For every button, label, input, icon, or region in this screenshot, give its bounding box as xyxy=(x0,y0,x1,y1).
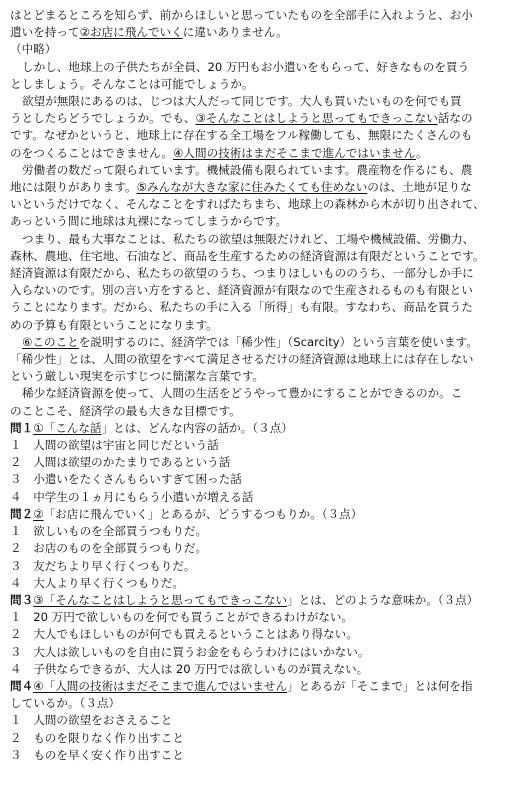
text-segment: 入らないのです。別の言い方をすると、経済資源が有限なので生産されるものも有限とい xyxy=(10,283,473,298)
paragraph-line xyxy=(10,334,511,351)
text-segment: 欲望が無限にあるのは、じつは大人だって同じです。大人も買いたいものを何でも買 xyxy=(22,94,462,109)
paragraph-line xyxy=(10,7,511,24)
answer-choice: ４ 中学生の１ヵ月にもらう小遣いが増える話 xyxy=(10,489,254,504)
question-prompt xyxy=(10,678,511,695)
text-segment: 「お店に飛んでいく」とあるが、どうするつもりか。（３点） xyxy=(43,506,363,521)
paragraph xyxy=(10,334,511,386)
text-segment: 。 xyxy=(415,145,428,160)
underlined-phrase: ② xyxy=(33,506,44,521)
paragraph-line xyxy=(10,403,511,420)
answer-choice: ４ 大人より早く行くつもりだ。 xyxy=(10,575,184,590)
text-segment: めの予算も有限ということになります。 xyxy=(10,317,218,332)
text-segment: しかし、地球上の子供たちが全員、20 万円もお小遣いをもらって、好きなものを買う xyxy=(22,59,470,74)
paragraph xyxy=(10,162,511,231)
answer-choice: ３ 小遣いをたくさんもらいすぎて困った話 xyxy=(10,472,242,487)
underlined-phrase: ②お店に飛んでいく xyxy=(79,25,183,40)
text-segment: 「稀少性」とは、人間の欲望をすべて満足させるだけの経済資源は地球上には存在しない xyxy=(10,352,474,367)
answer-choice: １ 欲しいものを全部買うつもりだ。 xyxy=(10,524,208,539)
text-segment: としましょう。そんなことは可能でしょうか。 xyxy=(10,76,254,91)
underlined-phrase: ④「人間の技術はまだそこまで進んではいません xyxy=(33,678,288,693)
text-segment: という厳しい現実を示すじつに簡潔な言葉です。 xyxy=(10,369,265,384)
paragraph-line xyxy=(10,24,511,41)
paragraph-line xyxy=(10,93,511,110)
underlined-phrase: ⑤みんなが大きな家に住みたくても住めない xyxy=(136,180,368,195)
paragraph-line xyxy=(10,213,511,230)
paragraph-line xyxy=(10,265,511,282)
text-segment: 」とは、どんな内容の話か。（３点） xyxy=(101,420,293,435)
answer-choice: ４ 子供ならできるが、大人は 20 万円では欲しいものが買えない。 xyxy=(10,661,369,676)
paragraph-line xyxy=(10,110,511,127)
paragraph xyxy=(10,7,511,41)
question-number: 問３ xyxy=(10,592,34,607)
text-segment: に違いありません。 xyxy=(182,25,288,40)
paragraph-line xyxy=(10,368,511,385)
answer-choice: ３ ものを早く安く作り出すこと xyxy=(10,747,184,762)
answer-choice: １ 20 万円で欲しいものを何でも買うことができるわけがない。 xyxy=(10,610,354,625)
text-segment: 地には限りがあります。 xyxy=(10,180,137,195)
question-1 xyxy=(10,420,511,506)
question-number: 問１ xyxy=(10,420,34,435)
text-segment: 」とは、どのような意味か。（３点） xyxy=(287,592,479,607)
answer-choice: ３ 大人は欲しいものを自由に買うお金をもらうわけにはいかない。 xyxy=(10,644,370,659)
text-segment: いというだけでなく、そんなことをすればたちまち、地球上の森林から木が切り出されて、 xyxy=(10,197,485,212)
text-segment: しているか。（３点） xyxy=(10,696,121,711)
paragraph-line xyxy=(10,196,511,213)
paragraph xyxy=(10,385,511,419)
text-segment: 遣いを持って xyxy=(10,25,80,40)
text-segment: （中略） xyxy=(10,42,57,57)
text-segment: うとしたらどうでしょうか。でも、 xyxy=(10,111,196,126)
question-prompt xyxy=(10,592,511,609)
answer-choice: ２ お店のものを全部買うつもりだ。 xyxy=(10,541,208,556)
question-4 xyxy=(10,678,511,764)
paragraph-line xyxy=(10,317,511,334)
paragraph-line xyxy=(10,248,511,265)
paragraph-line xyxy=(10,385,511,402)
reading-passage xyxy=(10,7,511,420)
question-section xyxy=(10,420,511,764)
paragraph-line xyxy=(10,179,511,196)
answer-choice: ３ 友だちより早く行くつもりだ。 xyxy=(10,558,196,573)
paragraph-line xyxy=(10,41,511,58)
text-segment: 話なの xyxy=(437,111,473,126)
answer-choice: ２ ものを限りなく作り出すこと xyxy=(10,730,184,745)
text-segment: うことになります。だから、私たちの手に入る「所得」も有限。すなわち、商品を買うた xyxy=(10,300,473,315)
question-prompt xyxy=(10,506,511,523)
underlined-phrase: ③そんなことはしようと思ってもできっこない xyxy=(195,111,438,126)
question-3 xyxy=(10,592,511,678)
paragraph-line xyxy=(10,282,511,299)
text-segment: あっという間に地球は丸裸になってしまうからです。 xyxy=(10,214,288,229)
paragraph-line xyxy=(10,127,511,144)
paragraph-line xyxy=(10,76,511,93)
underlined-phrase: ⑥このこと xyxy=(22,334,79,349)
question-2 xyxy=(10,506,511,592)
text-segment: のことこそ、経済学の最も大きな目標です。 xyxy=(10,403,241,418)
question-prompt xyxy=(10,420,511,437)
paragraph xyxy=(10,59,511,93)
paragraph-line xyxy=(10,231,511,248)
paragraph-line xyxy=(10,59,511,76)
question-number: 問４ xyxy=(10,678,34,693)
text-segment: のをつくることはできません。 xyxy=(10,145,174,160)
paragraph-line xyxy=(10,145,511,162)
text-segment: のは、土地が足りな xyxy=(367,180,472,195)
text-segment: 森林、農地、住宅地、石油など、商品を生産するための経済資源は有限だということです。 xyxy=(10,248,485,263)
answer-choice: １ 人間の欲望は宇宙と同じだという話 xyxy=(10,438,219,453)
paragraph xyxy=(10,41,511,58)
text-segment: を説明するのに、経済学では「稀少性」（Scarcity）という言葉を使います。 xyxy=(78,334,478,349)
text-segment: 」とあるが「そこまで」とは何を指 xyxy=(287,678,473,693)
text-segment: はとどまるところを知らず、前からほしいと思っていたものを全部手に入れようと、お小 xyxy=(10,8,473,22)
answer-choice: １ 人間の欲望をおさえること xyxy=(10,713,173,728)
answer-choice: ２ 大人でもほしいものが何でも買えるということはあり得ない。 xyxy=(10,627,358,642)
underlined-phrase: ①「こんな話 xyxy=(33,420,102,435)
answer-choice: ２ 人間は欲望のかたまりであるという話 xyxy=(10,455,231,470)
text-segment: 経済資源は有限だから、私たちの欲望のうち、つまりほしいもののうち、一部分しか手に xyxy=(10,266,474,281)
text-segment: です。なぜかというと、地球上に存在する全工場をフル稼働しても、無限にたくさんのも xyxy=(10,128,473,143)
text-segment: 労働者の数だって限られています。機械設備も限られています。農産物を作るにも、農 xyxy=(22,162,473,177)
question-prompt xyxy=(10,695,511,712)
text-segment: つまり、最も大事なことは、私たちの欲望は無限だけれど、工場や機械設備、労働力、 xyxy=(22,231,475,246)
paragraph xyxy=(10,93,511,162)
paragraph-line xyxy=(10,162,511,179)
paragraph-line xyxy=(10,351,511,368)
underlined-phrase: ④人間の技術はまだそこまで進んではいません xyxy=(173,145,416,160)
paragraph-line xyxy=(10,299,511,316)
question-number: 問２ xyxy=(10,506,34,521)
underlined-phrase: ③「そんなことはしようと思ってもできっこない xyxy=(33,592,288,607)
text-segment: 稀少な経済資源を使って、人間の生活をどうやって豊かにすることができるのか。こ xyxy=(22,386,463,401)
paragraph xyxy=(10,231,511,334)
